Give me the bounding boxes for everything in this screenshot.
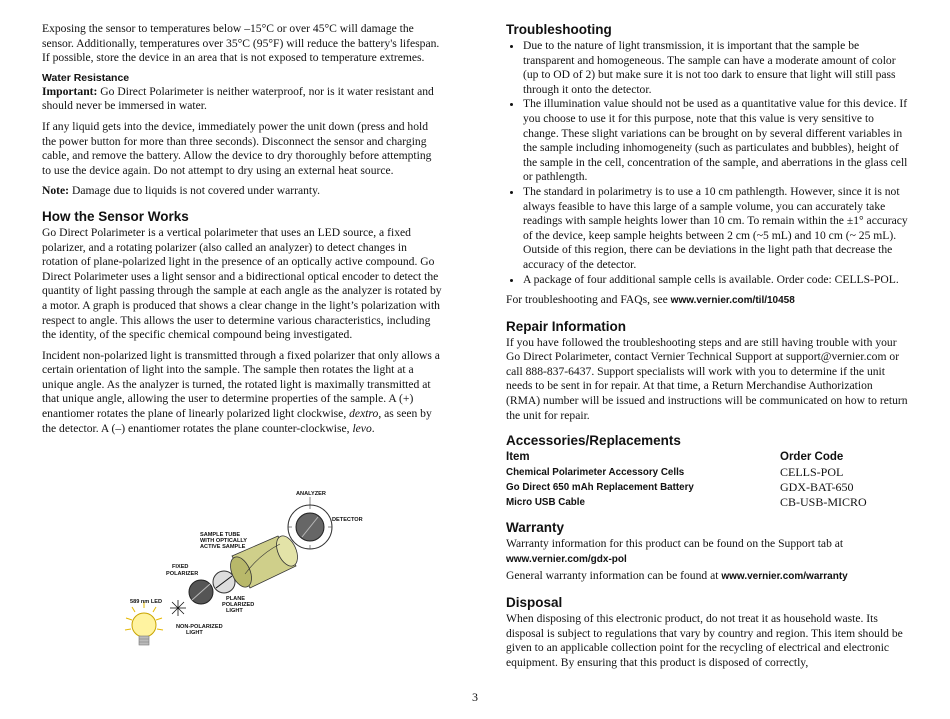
disposal-heading: Disposal <box>506 595 563 611</box>
accessories-table <box>506 450 896 510</box>
right-column <box>506 22 908 676</box>
led-bulb-icon <box>125 602 163 645</box>
list-item: • Due to the nature of light transmission, it is important that the sample be transparent and homogeneous. The sample can have a moderate amount of color (up to OD of 2) but make sure it is not too dark to ensure that light will still pass through it onto the detector. <box>523 39 908 97</box>
repair-heading: Repair Information <box>506 318 627 334</box>
warranty-link[interactable]: www.vernier.com/gdx-pol <box>506 553 627 565</box>
note-paragraph: Note: Damage due to liquids is not covered under warranty. <box>42 184 321 198</box>
how-paragraph-1: Go Direct Polarimeter is a vertical polarimeter that uses an LED source, a fixed polarizer, and a rotating polarizer (also called an analyzer) to detect changes in rotation of plane-polarized light in the presence of an optically active compound. Go Direct Polarimeter uses a light sensor and a bidirectional optical encoder to detect the quantity of light passing through the sample at each angle as the analyzer is rotated by a motor. A graph is produced that shows a clear change in the light’s polarization with respect to angle. This allows the user to determine various characteristics, including the identity, of the specific chemical compound being investigated. <box>42 225 442 342</box>
table-header-row <box>506 450 896 465</box>
page-number: 3 <box>472 690 478 704</box>
order-code-column-header: Order Code <box>780 451 844 464</box>
list-item: • A package of four additional sample cells is available. Order code: CELLS-POL. <box>523 273 908 288</box>
sample-tube-label-3: ACTIVE SAMPLE <box>200 544 246 550</box>
led-label: 589 nm LED <box>130 599 163 605</box>
temperature-paragraph: Exposing the sensor to temperatures below –15°C or over 45°C will damage the sensor. Additionally, temperatures over 35°C (95°F) will reduce the battery's lifespan. If possible, store the device in an area that is not exposed to temperature extremes. <box>42 22 440 65</box>
water-resistance-heading: Water Resistance <box>42 71 130 84</box>
general-warranty-link[interactable]: www.vernier.com/warranty <box>721 571 848 583</box>
accessories-heading: Accessories/Replacements <box>506 433 681 449</box>
sample-tube-label-1: SAMPLE TUBE <box>200 532 241 538</box>
general-warranty-paragraph: General warranty information can be found at www.vernier.com/warranty <box>506 569 848 583</box>
polarimeter-diagram <box>120 484 410 652</box>
fixed-polarizer-label-1: FIXED <box>172 564 189 570</box>
water-important-paragraph: Important: Go Direct Polarimeter is neither waterproof, nor is it water resistant and should never be immersed in water. <box>42 84 434 113</box>
plane-polarized-label-1: PLANE <box>226 596 245 602</box>
plane-polarized-light-shape <box>213 571 235 593</box>
table-row: Micro USB Cable CB-USB-MICRO <box>506 495 867 510</box>
warranty-paragraph: Warranty information for this product can be found on the Support tab at www.vernier.com/gdx-pol <box>506 537 844 565</box>
troubleshooting-heading: Troubleshooting <box>506 22 612 37</box>
table-row: Go Direct 650 mAh Replacement Battery GDX-BAT-650 <box>506 480 854 495</box>
liquid-paragraph: If any liquid gets into the device, immediately power the unit down (press and hold the power button for more than three seconds). Disconnect the sensor and charging cable, and remove the battery. Allow the device to dry thoroughly before attempting to use the device again. Do not attempt to dry using an external heat source. <box>42 119 432 177</box>
repair-paragraph: If you have followed the troubleshooting steps and are still having trouble with your Go Direct Polarimeter, contact Vernier Technical Support at support@vernier.com or call 888-837-6437. Support specialists will work with you to determine if the unit needs to be sent in for repair. At that time, a Return Merchandise Authorization (RMA) number will be issued and instructions will be communicated on how to return the unit for repair. <box>506 335 908 422</box>
table-row: Chemical Polarimeter Accessory Cells CELLS-POL <box>506 465 844 480</box>
how-paragraph-2: Incident non-polarized light is transmitted through a fixed polarizer that only allows a certain orientation of light into the sample. The sample then rotates the light at a unique angle. As the analyzer is turned, the rotated light is maximally transmitted at that unique angle, allowing the user to determine properties of the sample. A (+) enantiomer rotates the plane of linearly polarized light clockwise, dextro, as seen by the detector. A (–) enantiomer rotates the plane counter-clockwise, levo. <box>42 348 440 435</box>
faq-paragraph: For troubleshooting and FAQs, see www.vernier.com/til/10458 <box>506 293 795 307</box>
non-polarized-label-1: NON-POLARIZED <box>176 624 223 630</box>
warranty-heading: Warranty <box>506 520 565 536</box>
fixed-polarizer-shape <box>189 580 213 604</box>
analyzer-label: ANALYZER <box>296 491 326 497</box>
sample-tube-label-2: WITH OPTICALLY <box>200 538 248 544</box>
analyzer-wheel-shape <box>288 505 332 549</box>
non-polarized-label-2: LIGHT <box>186 630 203 636</box>
how-sensor-works-heading: How the Sensor Works <box>42 208 189 224</box>
detector-label: DETECTOR <box>332 517 363 523</box>
item-column-header: Item <box>506 451 530 464</box>
fixed-polarizer-label-2: POLARIZER <box>166 571 199 577</box>
plane-polarized-label-2: POLARIZED <box>222 602 255 608</box>
non-polarized-light-icon <box>170 600 186 616</box>
left-column <box>42 22 442 442</box>
list-item: • The standard in polarimetry is to use a 10 cm pathlength. However, since it is not always feasible to have this large of a sample volume, you can accurately take readings with sample heights lower than 10 cm. To remain within the ±1° accuracy of the device, keep sample heights between 2 cm (~5 mL) and 10 cm (~ 25 mL). Outside of this region, there can be deviations in the light path that decrease the accuracy of the detector. <box>523 185 908 273</box>
disposal-paragraph: When disposing of this electronic product, do not treat it as household waste. Its disposal is subject to regulations that vary by country and region. This item should be given to an applicable collection point for the recycling of electrical and electronic equipment. By ensuring that this product is disposed of correctly, <box>506 612 903 669</box>
troubleshooting-list <box>506 39 908 287</box>
note-label: Note: <box>42 184 70 198</box>
list-item: • The illumination value should not be used as a quantitative value for this device. If you choose to use it for this purpose, note that this value is very sensitive to change. These slight variations can be brought on by several different variables in the sample including inhomogeneity (such as particulates and bubbles), height of the sample in the cell, concentration of the sample, and aberrations in the glass cell or pathlength. <box>523 97 908 185</box>
important-label: Important: <box>42 84 98 98</box>
faq-link[interactable]: www.vernier.com/til/10458 <box>670 295 795 307</box>
plane-polarized-label-3: LIGHT <box>226 608 243 614</box>
